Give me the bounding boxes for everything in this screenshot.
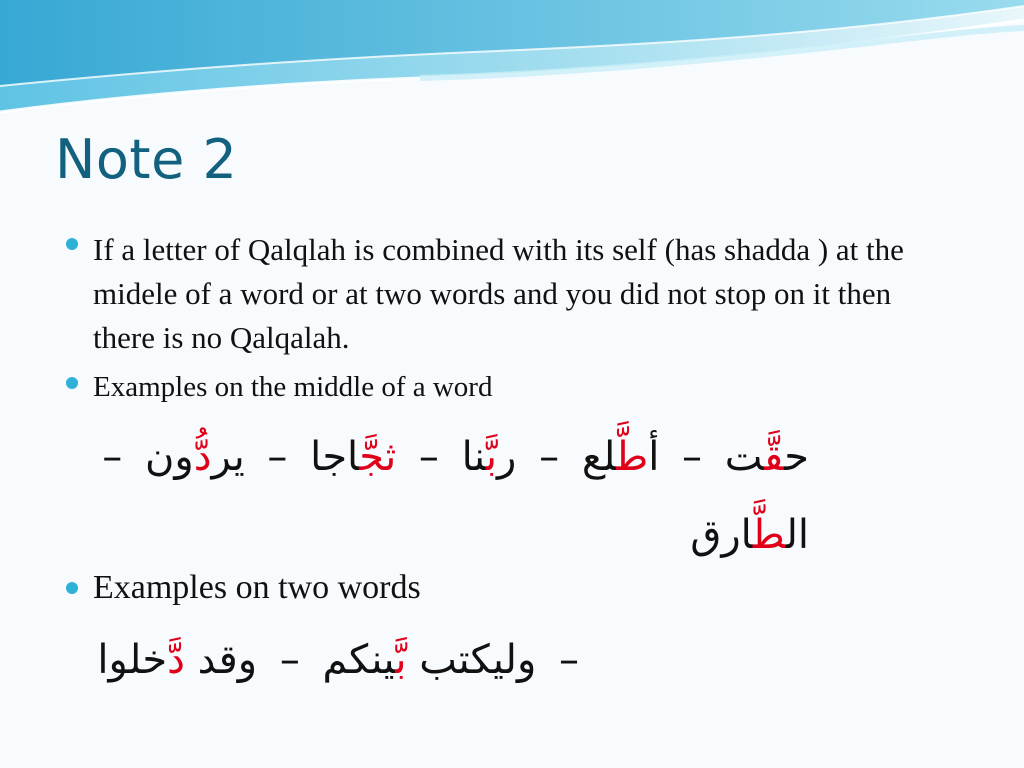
bullet-dot-icon (66, 238, 78, 250)
bullet-text: Examples on the middle of a word (93, 371, 493, 403)
bullet-dot-icon (66, 582, 78, 594)
arabic-separator: – (267, 434, 288, 480)
arabic-separator: – (539, 434, 560, 480)
arabic-separator: – (559, 637, 579, 683)
arabic-word: ثجَّاجا (310, 434, 397, 480)
bullet-text: Examples on two words (93, 569, 421, 606)
arabic-separator: – (418, 434, 439, 480)
arabic-word: أطَّلع (581, 434, 660, 480)
arabic-word: يردُّون (144, 434, 245, 480)
bullet-dot-icon (66, 377, 78, 389)
arabic-word: الطَّارق (690, 512, 809, 558)
arabic-separator: – (279, 637, 300, 683)
arabic-word: وقد دَّخلوا (97, 637, 258, 683)
arabic-separator: – (682, 434, 703, 480)
slide-title: Note 2 (55, 128, 238, 191)
arabic-examples-middle (49, 418, 809, 574)
arabic-word: حقَّت (724, 434, 809, 480)
header-wave-decoration (0, 0, 1024, 130)
arabic-word: ربَّنا (461, 434, 517, 480)
bullet-text: If a letter of Qalqlah is combined with its self (has shadda ) at the midele of a word or at two words and you did not stop on it then there is no Qalqalah. (93, 232, 904, 355)
arabic-examples-two-words (29, 630, 589, 690)
arabic-word: وليكتب بَّينكم (322, 637, 537, 683)
arabic-separator: – (102, 434, 123, 480)
